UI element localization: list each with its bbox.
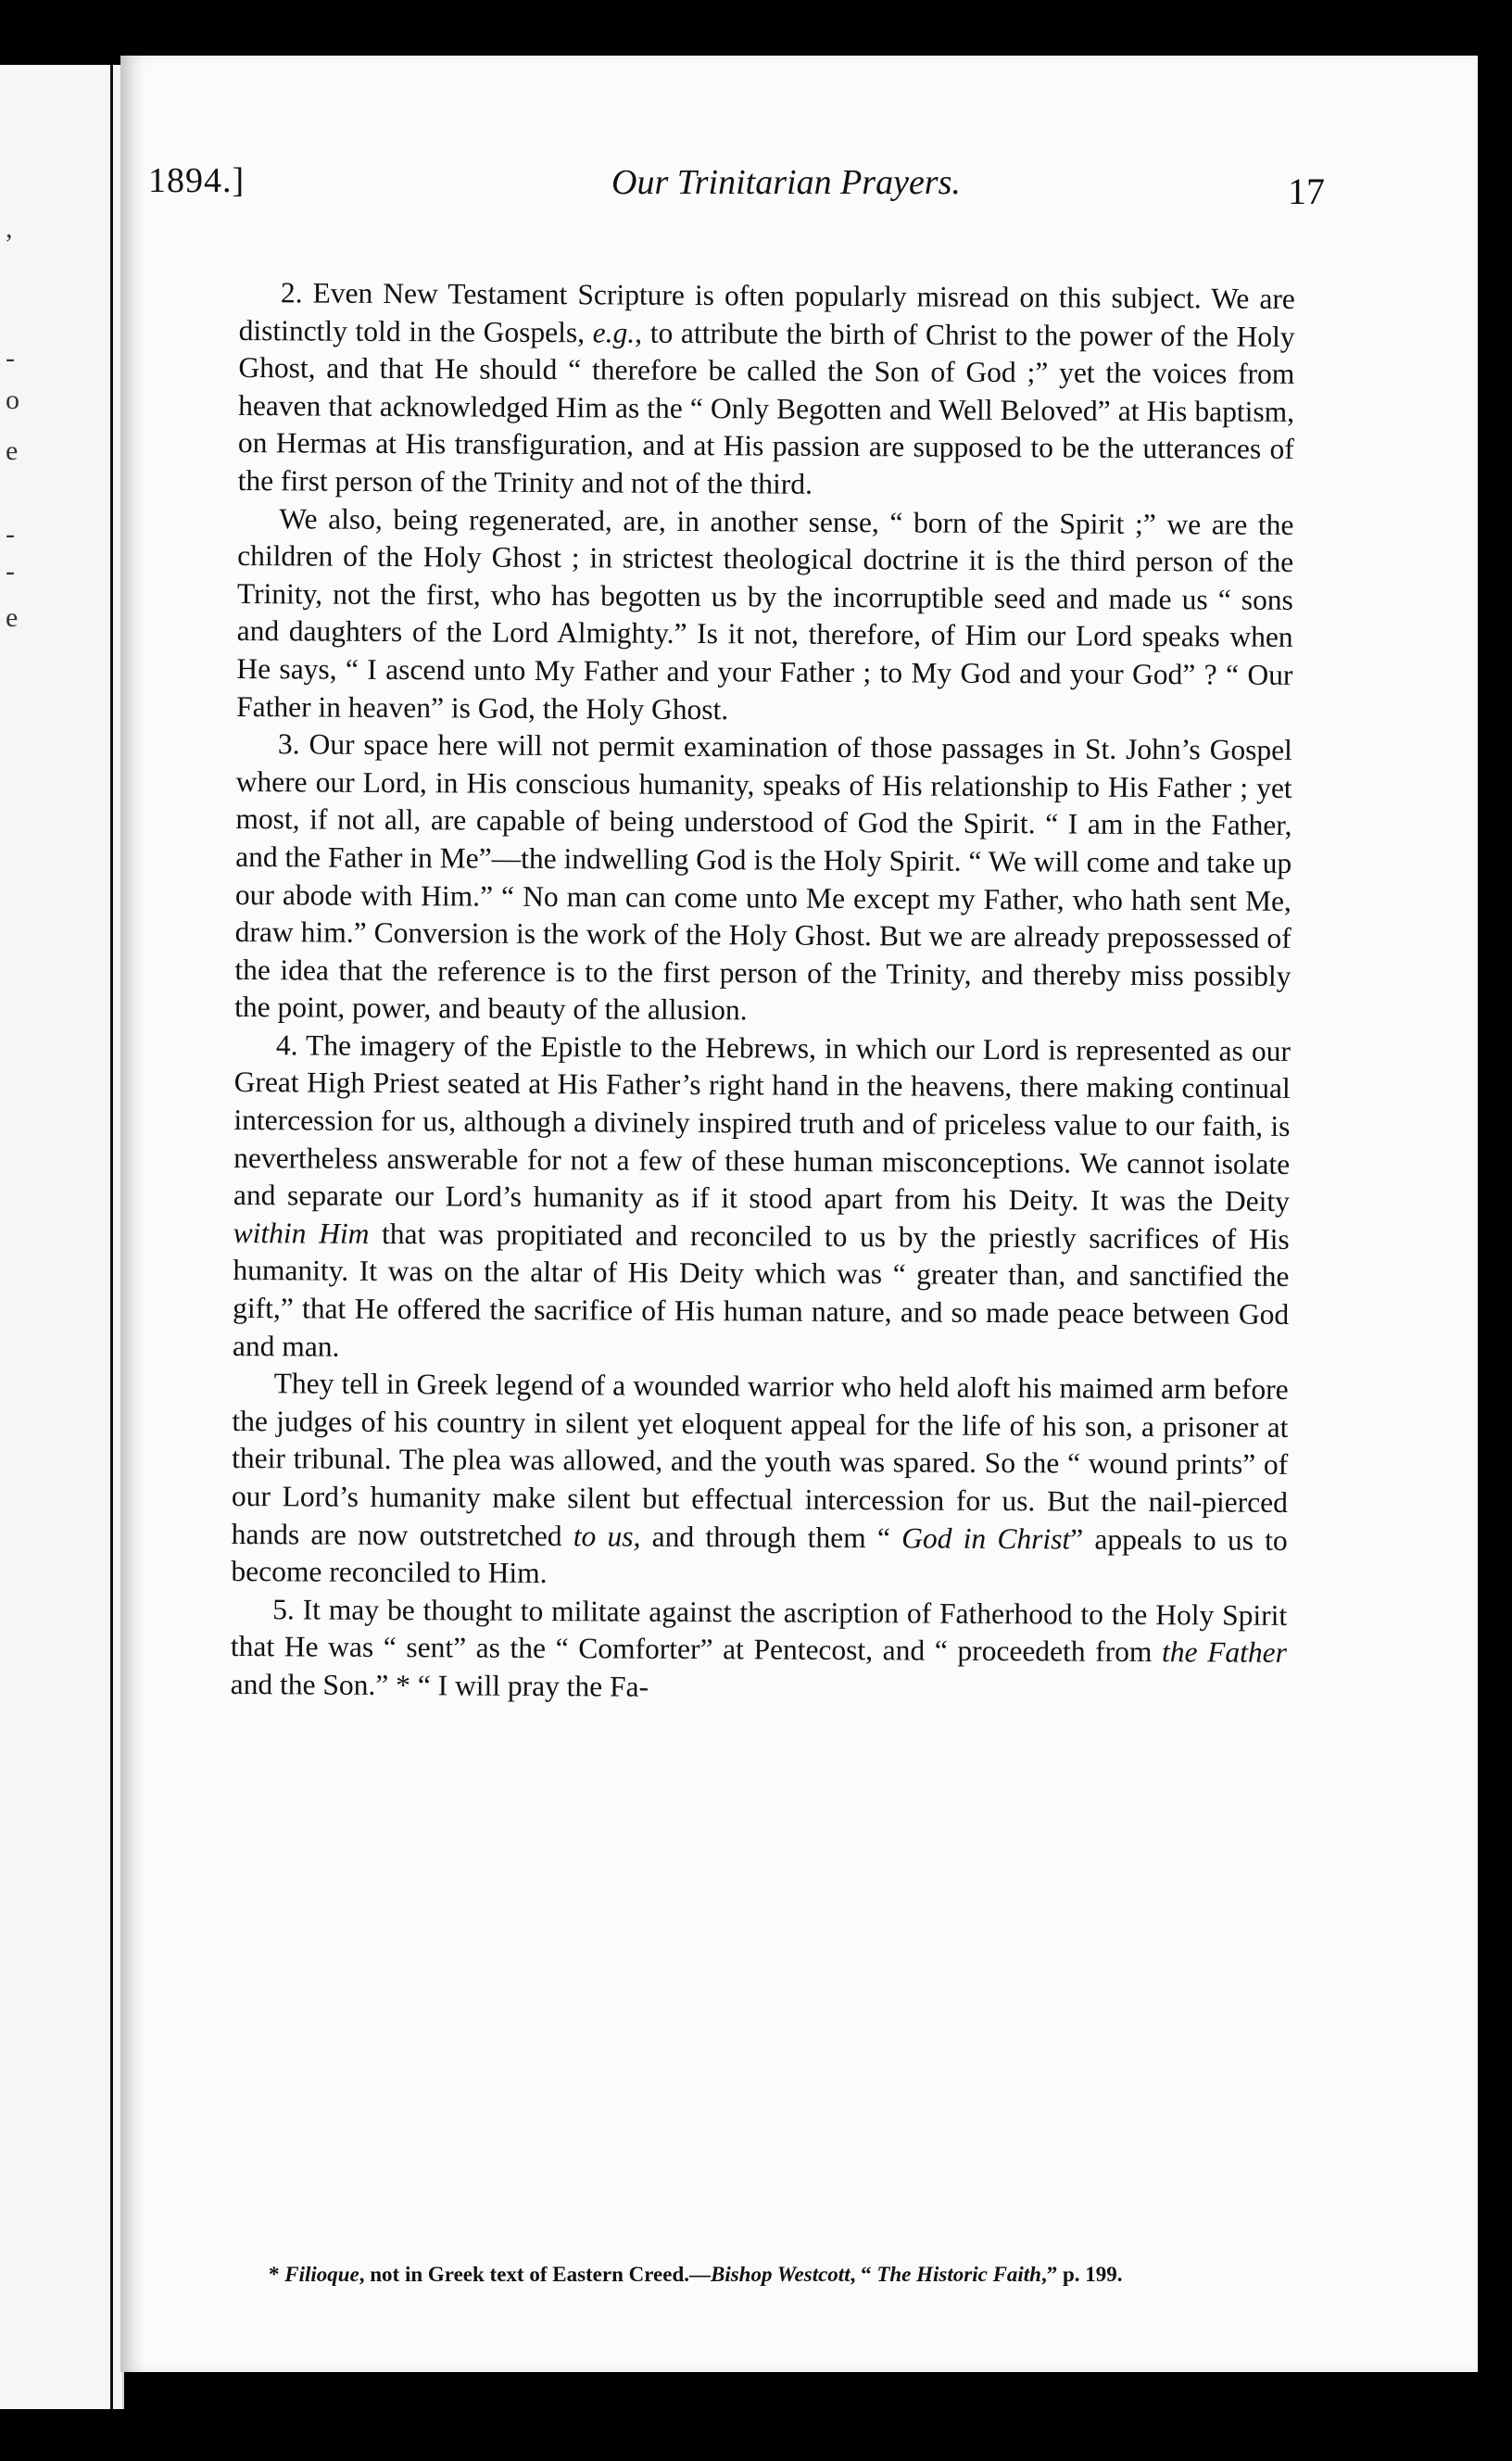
text-run: , “ xyxy=(850,2263,877,2286)
text-run: ” appeals to us to become reconciled to Him. xyxy=(231,1522,1288,1590)
facing-page-mark: , xyxy=(6,213,13,244)
facing-page-edge xyxy=(0,65,124,2409)
footnote xyxy=(227,2261,1283,2289)
text-run: , not in Greek text of Eastern Creed.— xyxy=(359,2263,711,2286)
facing-page-mark: - xyxy=(6,519,15,549)
text-run: ,” p. 199. xyxy=(1040,2263,1123,2286)
paragraph xyxy=(231,1365,1288,1597)
body-text xyxy=(231,274,1295,1710)
facing-page-mark: e xyxy=(6,435,19,466)
italic-text: God in Christ xyxy=(901,1521,1071,1556)
paragraph xyxy=(233,1027,1291,1371)
italic-text: The Historic Faith xyxy=(876,2263,1041,2286)
header-title: Our Trinitarian Prayers. xyxy=(611,163,961,202)
paragraph xyxy=(231,1591,1288,1710)
header-year: 1894.] xyxy=(148,161,246,200)
italic-text: the Father xyxy=(1161,1635,1288,1670)
facing-page-mark: - xyxy=(6,343,15,373)
text-run: , to attribute the birth of Christ to the power of the Holy Ghost, and that He should “ therefore be called the Son of God ;” yet the voices from heaven that acknowledged Him as the “ Only Begotten and Well Beloved” at His baptism, on Hermas at His transfiguration, and at His passion are supposed to be the utterances of the first person of the Trinity and not of the third. xyxy=(237,316,1295,500)
text-run: 5. It may be thought to militate against the ascription of Fatherhood to the Holy Spirit that He was “ sent” as the “ Comforter” at Pentecost, and “ proceedeth from xyxy=(230,1593,1288,1669)
paragraph xyxy=(238,274,1295,507)
text-run: that was propitiated and reconciled to us by the priestly sacrifices of His humanity. It was on the altar of His Deity which was “ greater than, and sanctified the gift,” that He offered the sacrifice of His human nature, and so made peace between God and man. xyxy=(232,1217,1290,1363)
italic-text: to us, xyxy=(573,1519,641,1553)
text-run: 3. Our space here will not permit examination of those passages in St. John’s Gospel where our Lord, in His conscious humanity, speaks of His relationship to His Father ; yet most, if not all, are capable of being understood of God the Spirit. “ I am in the Father, and the Father in Me”—the indwelling God is the Holy Spirit. “ We will come and take up our abode with Him.” “ No man can come unto Me except my Father, who hath sent Me, draw him.” Conversion is the work of the Holy Ghost. But we are already prepossessed of the idea that the reference is to the first person of the Trinity, and thereby miss possibly the point, power, and beauty of the allusion. xyxy=(234,727,1292,1027)
facing-page-mark: - xyxy=(6,556,15,587)
italic-text: Filioque xyxy=(284,2263,359,2286)
text-run: 4. The imagery of the Epistle to the Hebrews, in which our Lord is represented as our Great High Priest seated at His Father’s right hand in the heavens, there making continual intercession for us, although a divinely inspired truth and of priceless value to our faith, is nevertheless answerable for not a few of these human misconceptions. We cannot isolate and separate our Lord’s humanity as if it stood apart from his Deity. It was the Deity xyxy=(233,1029,1292,1218)
text-run: We also, being regenerated, are, in another sense, “ born of the Spirit ;” we are the children of the Holy Ghost ; in strictest theological doctrine it is the third person of the Trinity, not the first, who has begotten us by the incorruptible seed and made us “ sons and daughters of the Lord Almighty.” Is it not, therefore, of Him our Lord speaks when He says, “ I ascend unto My Father and your Father ; to My God and your God” ? “ Our Father in heaven” is God, the Holy Ghost. xyxy=(236,501,1294,726)
italic-text: e.g. xyxy=(592,315,636,349)
italic-text: Bishop Westcott xyxy=(711,2263,850,2286)
text-run: 2. Even New Testament Scripture is often popularly misread on this subject. We are distinctly told in the Gospels, xyxy=(238,276,1295,348)
facing-page-mark: o xyxy=(6,385,19,415)
paragraph xyxy=(236,500,1293,733)
text-run: They tell in Greek legend of a wounded warrior who held aloft his maimed arm before the judges of his country in silent yet eloquent appeal for the life of his son, a prisoner at their tribunal. The plea was allowed, and the youth was spared. So the “ wound prints” of our Lord’s humanity make silent but effectual intercession for us. But the nail-pierced hands are now outstretched xyxy=(231,1367,1289,1552)
text-run: * xyxy=(269,2263,285,2286)
paragraph xyxy=(234,726,1292,1033)
text-run: and through them “ xyxy=(640,1520,902,1554)
page-number: 17 xyxy=(1288,170,1325,212)
text-run: and the Son.” * “ I will pray the Fa- xyxy=(230,1667,649,1703)
facing-page-mark: e xyxy=(6,602,19,633)
italic-text: within Him xyxy=(233,1216,370,1250)
running-header xyxy=(148,153,1325,212)
gutter-line xyxy=(110,65,113,2409)
